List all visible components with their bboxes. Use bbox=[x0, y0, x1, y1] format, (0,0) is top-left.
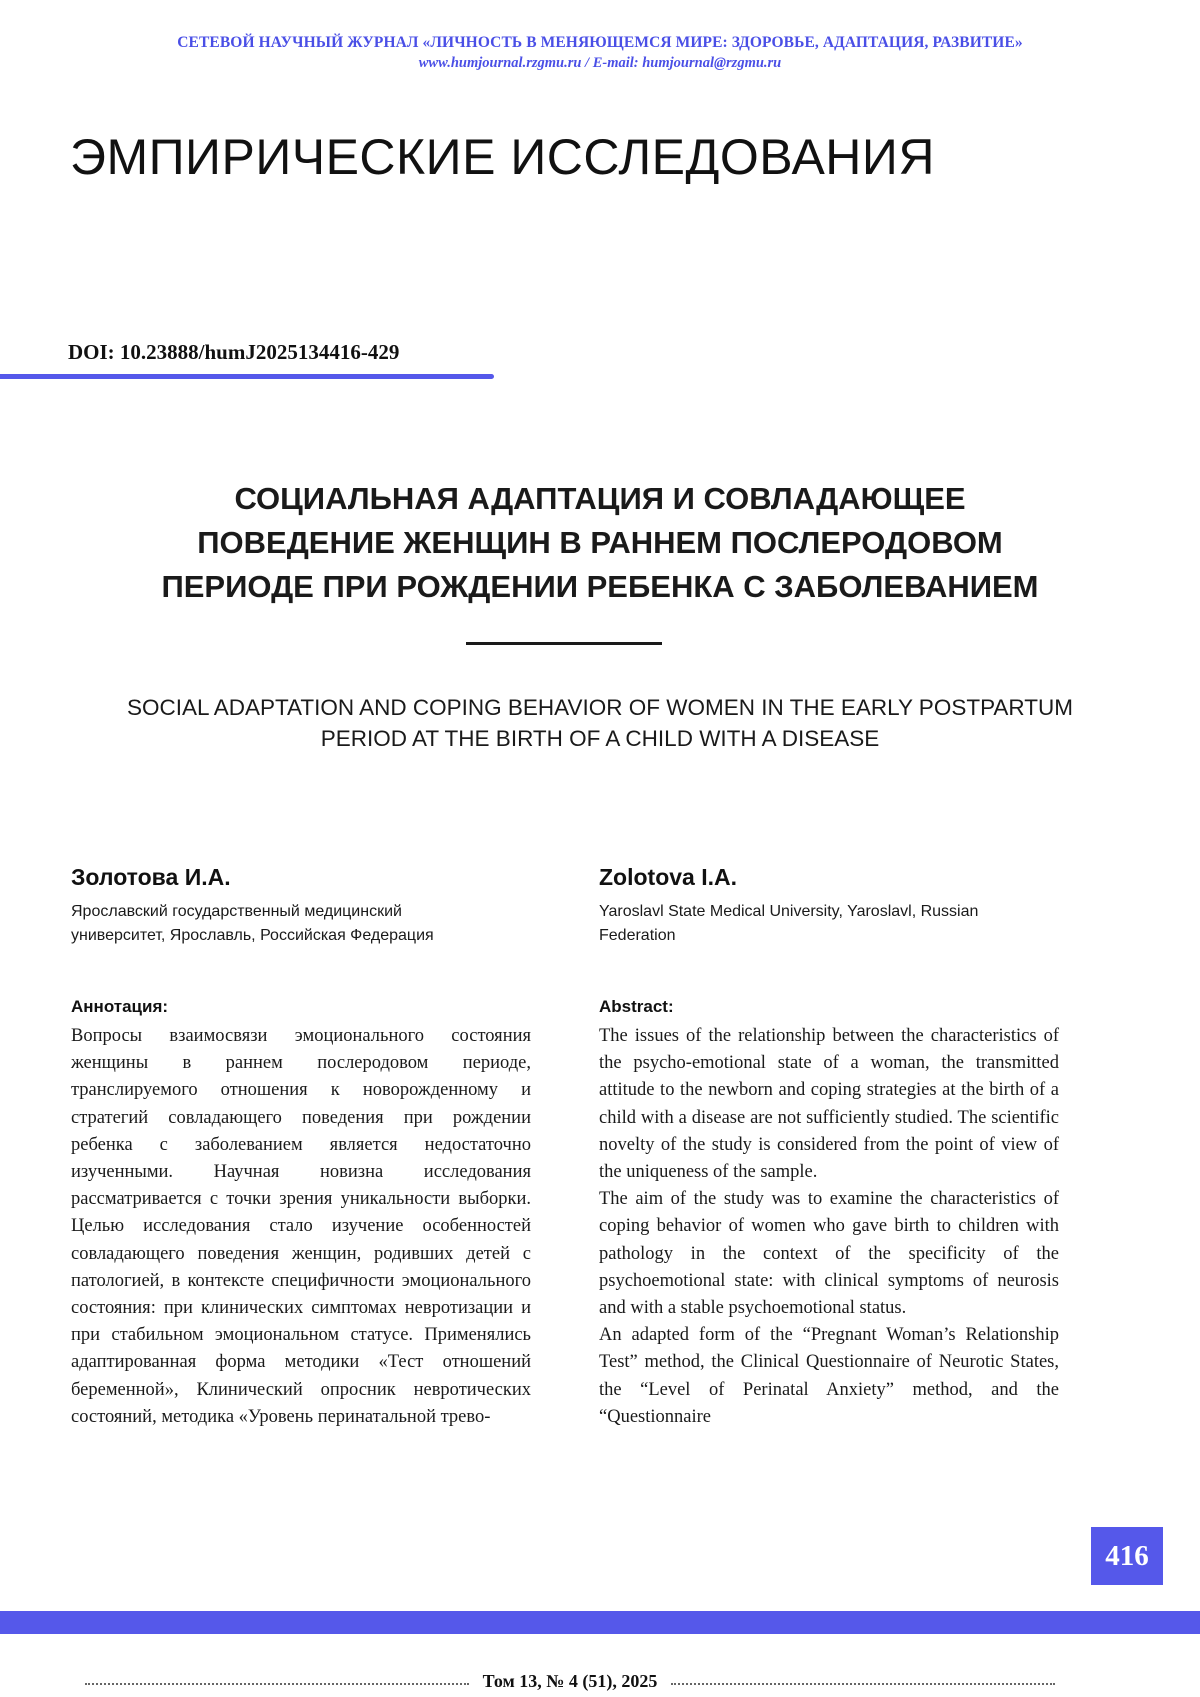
abstract-en-paragraph: The issues of the relationship between the characteristics of the psycho-emotional state of a woman, the transmitted attitude to the newborn and coping strategies at the birth of a child with a disease are not sufficiently studied. The scientific novelty of the study is considered from the point of view of the uniqueness of the sample. bbox=[599, 1026, 1059, 1183]
title-ru-line: СОЦИАЛЬНАЯ АДАПТАЦИЯ И СОВЛАДАЮЩЕЕ bbox=[234, 481, 966, 516]
author-name-en: Zolotova I.A. bbox=[599, 864, 737, 890]
footer-dots-left bbox=[85, 1683, 469, 1685]
abstract-label-ru: Аннотация: bbox=[71, 997, 169, 1016]
footer-bar bbox=[0, 1611, 1200, 1634]
abstract-text-ru bbox=[71, 1023, 531, 1431]
title-en-line: PERIOD AT THE BIRTH OF A CHILD WITH A DISEASE bbox=[320, 726, 880, 751]
title-divider bbox=[466, 642, 662, 645]
affiliation-ru bbox=[71, 900, 521, 948]
abstract-ru-paragraph: Вопросы взаимосвязи эмоционального состояния женщины в раннем послеродовом периоде, транслируемого отношения к новорожденному и стратегий совладающего поведения при рождении ребенка с заболеванием является недостаточно изученными. Научная новизна исследования рассматривается с точки зрения уникальности выборки. Целью исследования стало изучение особенностей совладающего поведения женщин, родивших детей с патологией, в контексте специфичности эмоционального состояния: при клинических симптомах невротизации и при стабильном эмоциональном статусе. Применялись адаптированная форма методики «Тест отношений беременной», Клинический опросник невротических состояний, методика «Уровень перинатальной трево- bbox=[71, 1026, 531, 1427]
doi-underline bbox=[0, 374, 494, 379]
abstract-text-en bbox=[599, 1023, 1059, 1431]
title-ru-line: ПОВЕДЕНИЕ ЖЕНЩИН В РАННЕМ ПОСЛЕРОДОВОМ bbox=[197, 525, 1003, 560]
footer-dots-right bbox=[671, 1683, 1055, 1685]
title-ru-line: ПЕРИОДЕ ПРИ РОЖДЕНИИ РЕБЕНКА С ЗАБОЛЕВАНИЕМ bbox=[161, 569, 1039, 604]
article-title-en bbox=[60, 692, 1140, 754]
abstract-en-paragraph: An adapted form of the “Pregnant Woman’s Relationship Test” method, the Clinical Questionnaire of Neurotic States, the “Level of Perinatal Anxiety” method, and the “Questionnaire bbox=[599, 1325, 1059, 1427]
journal-header bbox=[0, 34, 1200, 72]
journal-title: СЕТЕВОЙ НАУЧНЫЙ ЖУРНАЛ «ЛИЧНОСТЬ В МЕНЯЮЩЕМСЯ МИРЕ: ЗДОРОВЬЕ, АДАПТАЦИЯ, РАЗВИТИЕ» bbox=[177, 34, 1023, 51]
article-title-ru bbox=[60, 477, 1140, 609]
affiliation-en-line: Yaroslavl State Medical University, Yaroslavl, Russian bbox=[599, 903, 979, 920]
affiliation-en-line: Federation bbox=[599, 927, 676, 944]
affiliation-ru-line: Ярославский государственный медицинский bbox=[71, 903, 402, 920]
author-name-ru: Золотова И.А. bbox=[71, 864, 231, 890]
title-en-line: SOCIAL ADAPTATION AND COPING BEHAVIOR OF WOMEN IN THE EARLY POSTPARTUM bbox=[127, 695, 1073, 720]
section-title: ЭМПИРИЧЕСКИЕ ИССЛЕДОВАНИЯ bbox=[70, 129, 935, 185]
volume-info: Том 13, № 4 (51), 2025 bbox=[482, 1671, 658, 1691]
footer bbox=[85, 1671, 1055, 1692]
page-number: 416 bbox=[1091, 1527, 1163, 1585]
affiliation-en bbox=[599, 900, 1049, 948]
journal-contacts: www.humjournal.rzgmu.ru / E-mail: humjournal@rzgmu.ru bbox=[418, 55, 782, 71]
abstract-label-en: Abstract: bbox=[599, 997, 674, 1016]
abstract-en-paragraph: The aim of the study was to examine the characteristics of coping behavior of women who gave birth to children with pathology in the context of the specificity of the psychoemotional state: with clinical symptoms of neurosis and with a stable psychoemotional status. bbox=[599, 1189, 1059, 1319]
affiliation-ru-line: университет, Ярославль, Российская Федерация bbox=[71, 927, 434, 944]
doi: DOI: 10.23888/humJ2025134416-429 bbox=[68, 340, 400, 364]
